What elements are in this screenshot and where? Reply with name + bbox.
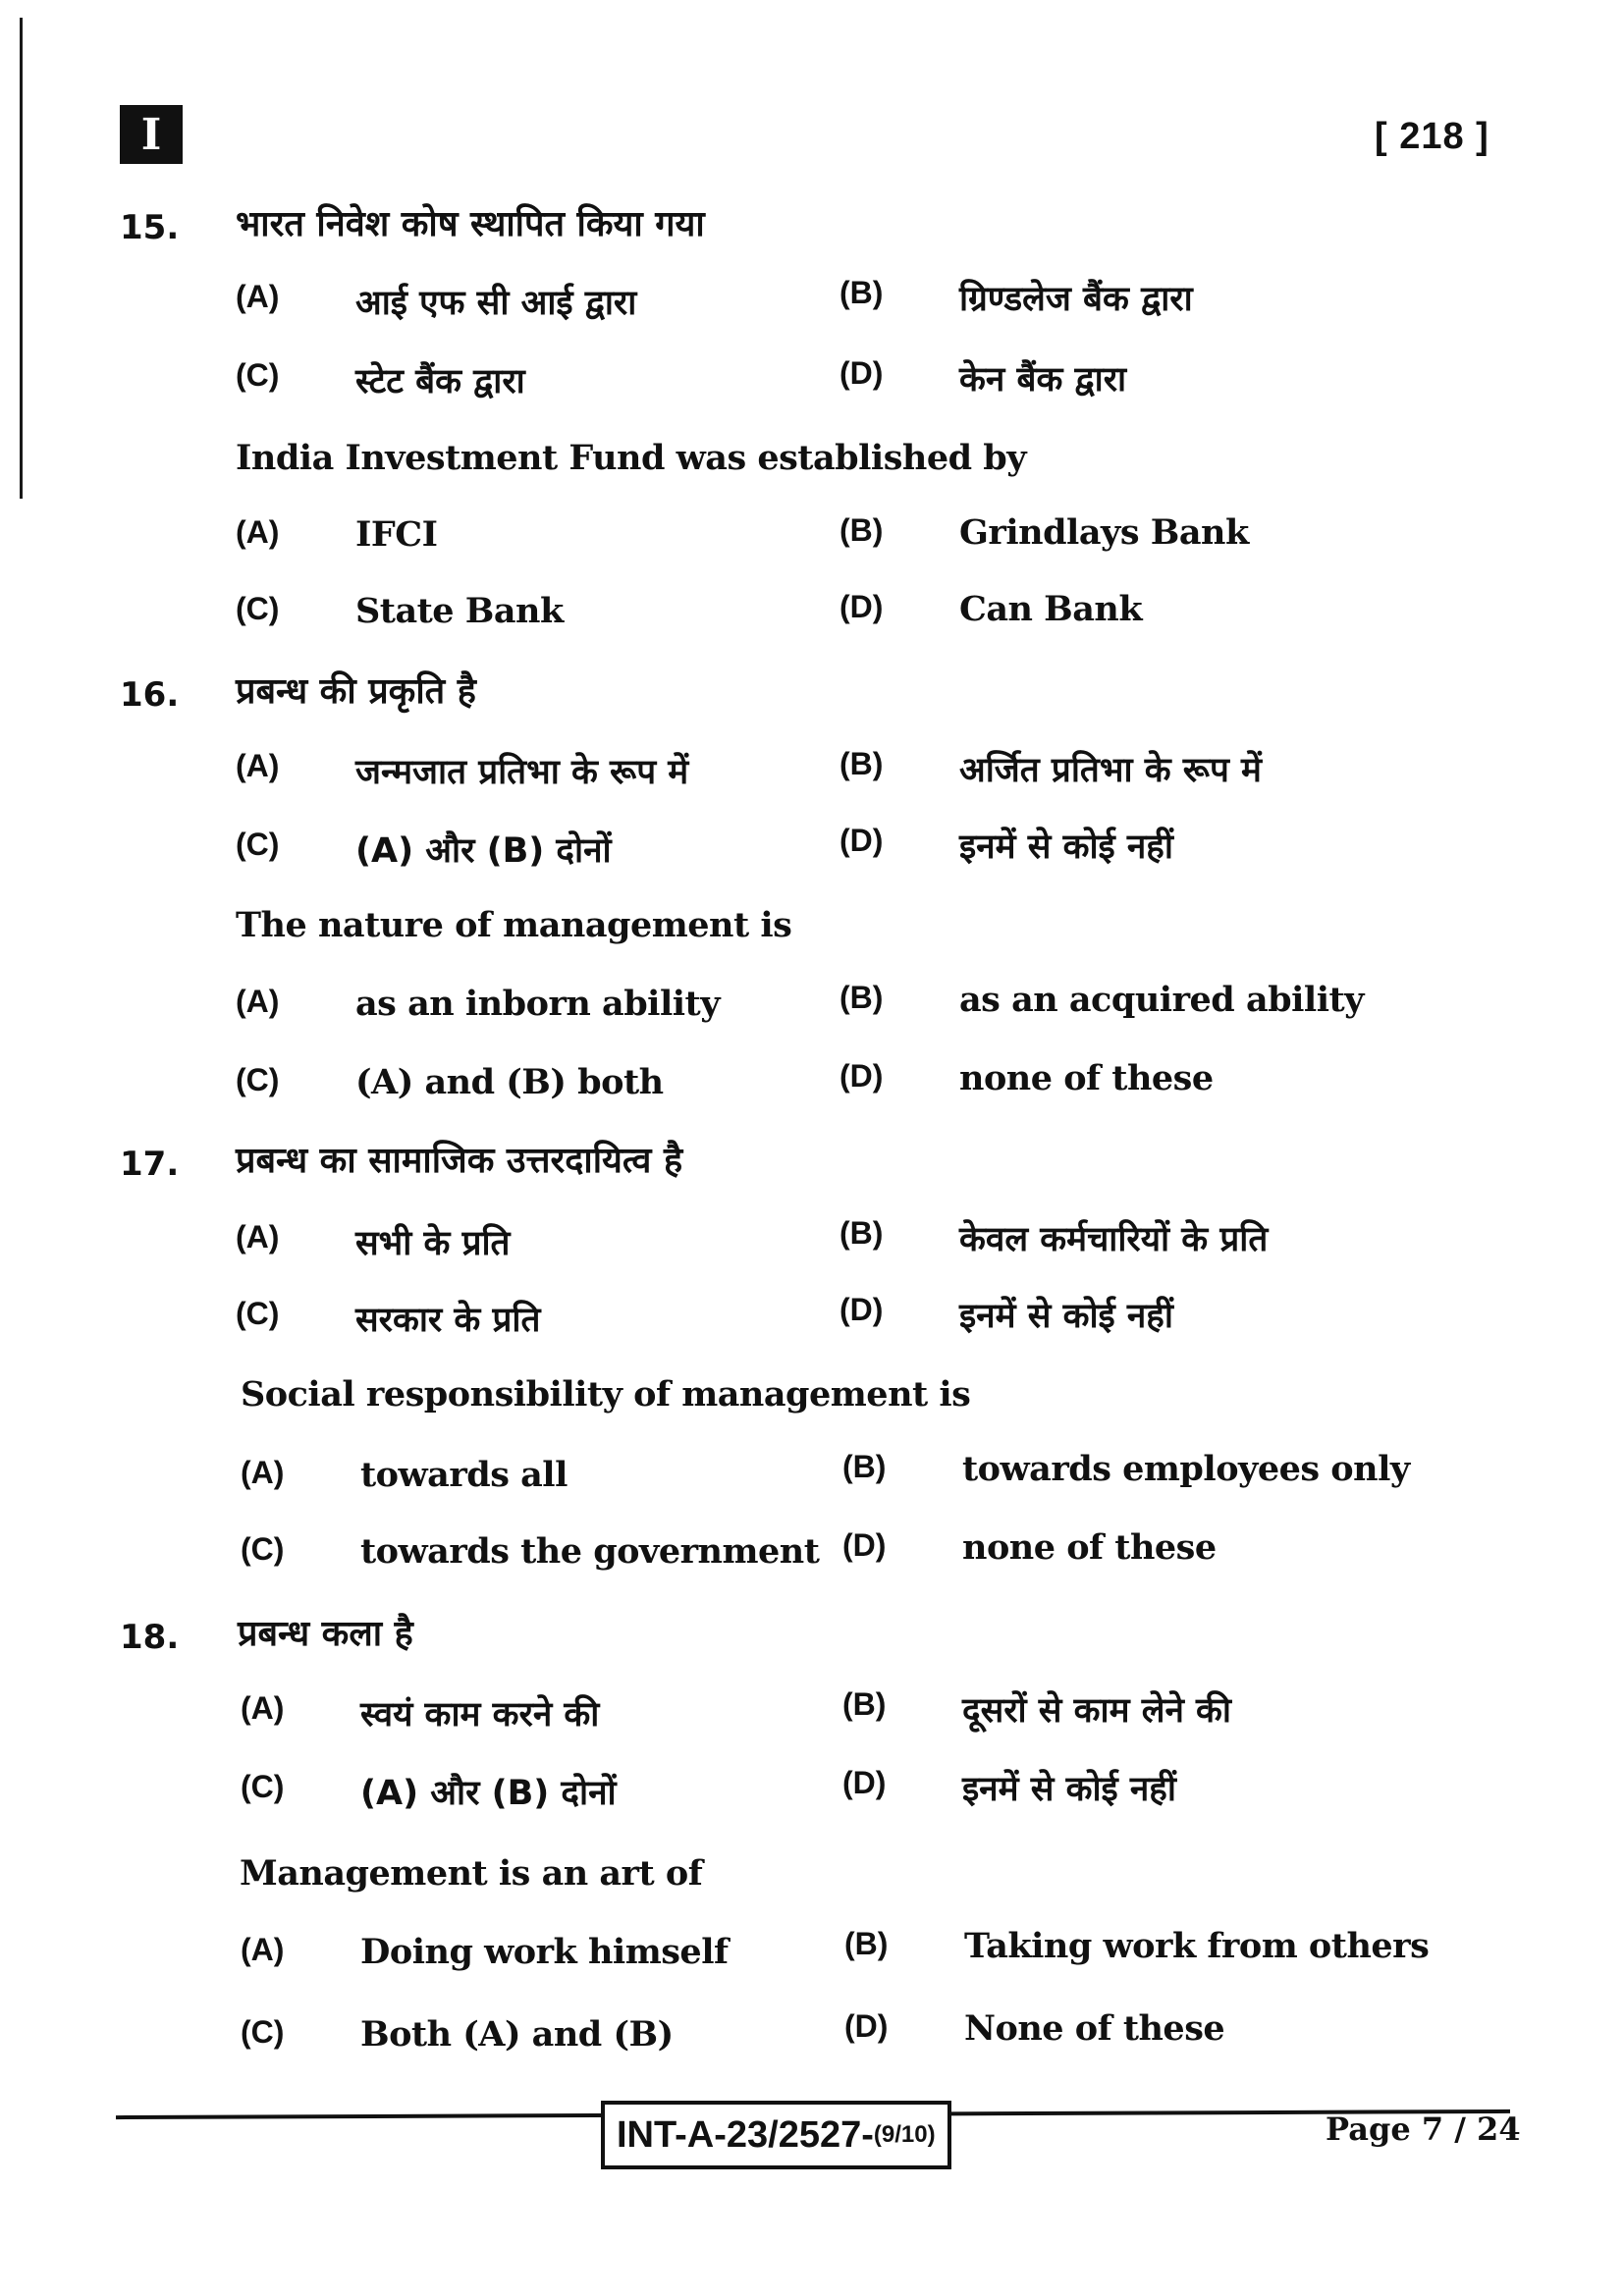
paper-code-top: [ 218 ] <box>1375 116 1489 157</box>
question-number: 16. <box>120 675 180 715</box>
option-text: सरकार के प्रति <box>355 1301 541 1340</box>
option-text: Both (A) and (B) <box>360 2014 674 2055</box>
option-label: (A) <box>241 1455 285 1490</box>
option-label: (B) <box>844 1926 889 1961</box>
option-label: (C) <box>241 1769 285 1804</box>
option-text: इनमें से कोई नहीं <box>962 1770 1176 1809</box>
option-text: इनमें से कोई नहीं <box>959 1297 1173 1336</box>
option-text: None of these <box>964 2008 1225 2049</box>
option-text: ग्रिण्डलेज बैंक द्वारा <box>959 280 1193 319</box>
option-text: towards all <box>360 1455 568 1495</box>
option-text: none of these <box>959 1058 1214 1098</box>
question-stem-english: The nature of management is <box>236 905 792 945</box>
question-number: 17. <box>120 1145 180 1184</box>
question-number: 15. <box>120 208 180 247</box>
option-text: none of these <box>962 1527 1217 1568</box>
option-text: as an inborn ability <box>355 984 721 1024</box>
option-text: State Bank <box>355 591 564 631</box>
paper-code: INT-A-23/2527- <box>617 2113 874 2156</box>
option-label: (A) <box>236 279 280 314</box>
paper-code-box <box>601 2101 951 2169</box>
option-text: Can Bank <box>959 589 1143 629</box>
option-label: (A) <box>236 984 280 1019</box>
option-label: (D) <box>842 1765 887 1800</box>
option-label: (D) <box>842 1527 887 1563</box>
option-text: towards the government <box>360 1531 820 1572</box>
option-label: (B) <box>839 980 884 1015</box>
section-badge <box>120 105 183 164</box>
paper-code-suffix: (9/10) <box>873 2121 936 2148</box>
option-text: अर्जित प्रतिभा के रूप में <box>959 751 1262 790</box>
option-text: सभी के प्रति <box>355 1224 511 1263</box>
option-label: (C) <box>241 2014 285 2050</box>
question-stem-hindi: प्रबन्ध की प्रकृति है <box>236 671 476 712</box>
option-label: (C) <box>236 1296 280 1331</box>
option-text: इनमें से कोई नहीं <box>959 828 1173 867</box>
option-text: as an acquired ability <box>959 980 1364 1020</box>
question-stem-hindi: भारत निवेश कोष स्थापित किया गया <box>236 204 705 244</box>
page-number: Page 7 / 24 <box>1326 2110 1521 2148</box>
question-stem-english: Management is an art of <box>240 1853 703 1894</box>
option-label: (A) <box>241 1932 285 1967</box>
option-label: (D) <box>839 1058 884 1094</box>
left-margin-rule <box>20 18 23 499</box>
option-label: (D) <box>839 823 884 858</box>
option-text: केन बैंक द्वारा <box>959 360 1127 400</box>
option-label: (D) <box>839 1292 884 1327</box>
option-label: (B) <box>839 746 884 781</box>
question-number: 18. <box>120 1618 180 1657</box>
option-label: (C) <box>236 357 280 393</box>
option-label: (B) <box>842 1449 887 1484</box>
option-label: (A) <box>236 514 280 550</box>
option-text: Doing work himself <box>360 1932 729 1972</box>
option-text: दूसरों से काम लेने की <box>962 1691 1232 1731</box>
option-text: towards employees only <box>962 1449 1410 1489</box>
option-text: जन्मजात प्रतिभा के रूप में <box>355 753 689 792</box>
option-label: (C) <box>241 1531 285 1567</box>
option-label: (A) <box>236 1219 280 1255</box>
option-text: स्टेट बैंक द्वारा <box>355 362 525 401</box>
option-text: (A) और (B) दोनों <box>360 1774 617 1813</box>
option-text: Taking work from others <box>964 1926 1430 1966</box>
option-label: (D) <box>844 2008 889 2044</box>
question-stem-hindi: प्रबन्ध कला है <box>238 1614 413 1654</box>
option-label: (D) <box>839 589 884 624</box>
option-text: आई एफ सी आई द्वारा <box>355 284 637 323</box>
option-label: (C) <box>236 1062 280 1097</box>
option-label: (D) <box>839 355 884 391</box>
section-label: I <box>140 109 162 160</box>
question-stem-english: Social responsibility of management is <box>241 1374 971 1415</box>
option-text: स्वयं काम करने की <box>360 1695 600 1735</box>
option-label: (C) <box>236 827 280 862</box>
question-stem-hindi: प्रबन्ध का सामाजिक उत्तरदायित्व है <box>236 1141 683 1181</box>
option-label: (B) <box>842 1686 887 1722</box>
option-text: (A) और (B) दोनों <box>355 831 612 871</box>
question-stem-english: India Investment Fund was established by <box>236 438 1027 478</box>
option-text: IFCI <box>355 514 438 555</box>
option-label: (A) <box>241 1690 285 1726</box>
option-label: (A) <box>236 748 280 783</box>
option-label: (B) <box>839 275 884 310</box>
option-label: (B) <box>839 1215 884 1251</box>
option-text: केवल कर्मचारियों के प्रति <box>959 1220 1269 1259</box>
option-text: (A) and (B) both <box>355 1062 664 1102</box>
option-label: (C) <box>236 591 280 626</box>
option-text: Grindlays Bank <box>959 512 1249 553</box>
option-label: (B) <box>839 512 884 548</box>
